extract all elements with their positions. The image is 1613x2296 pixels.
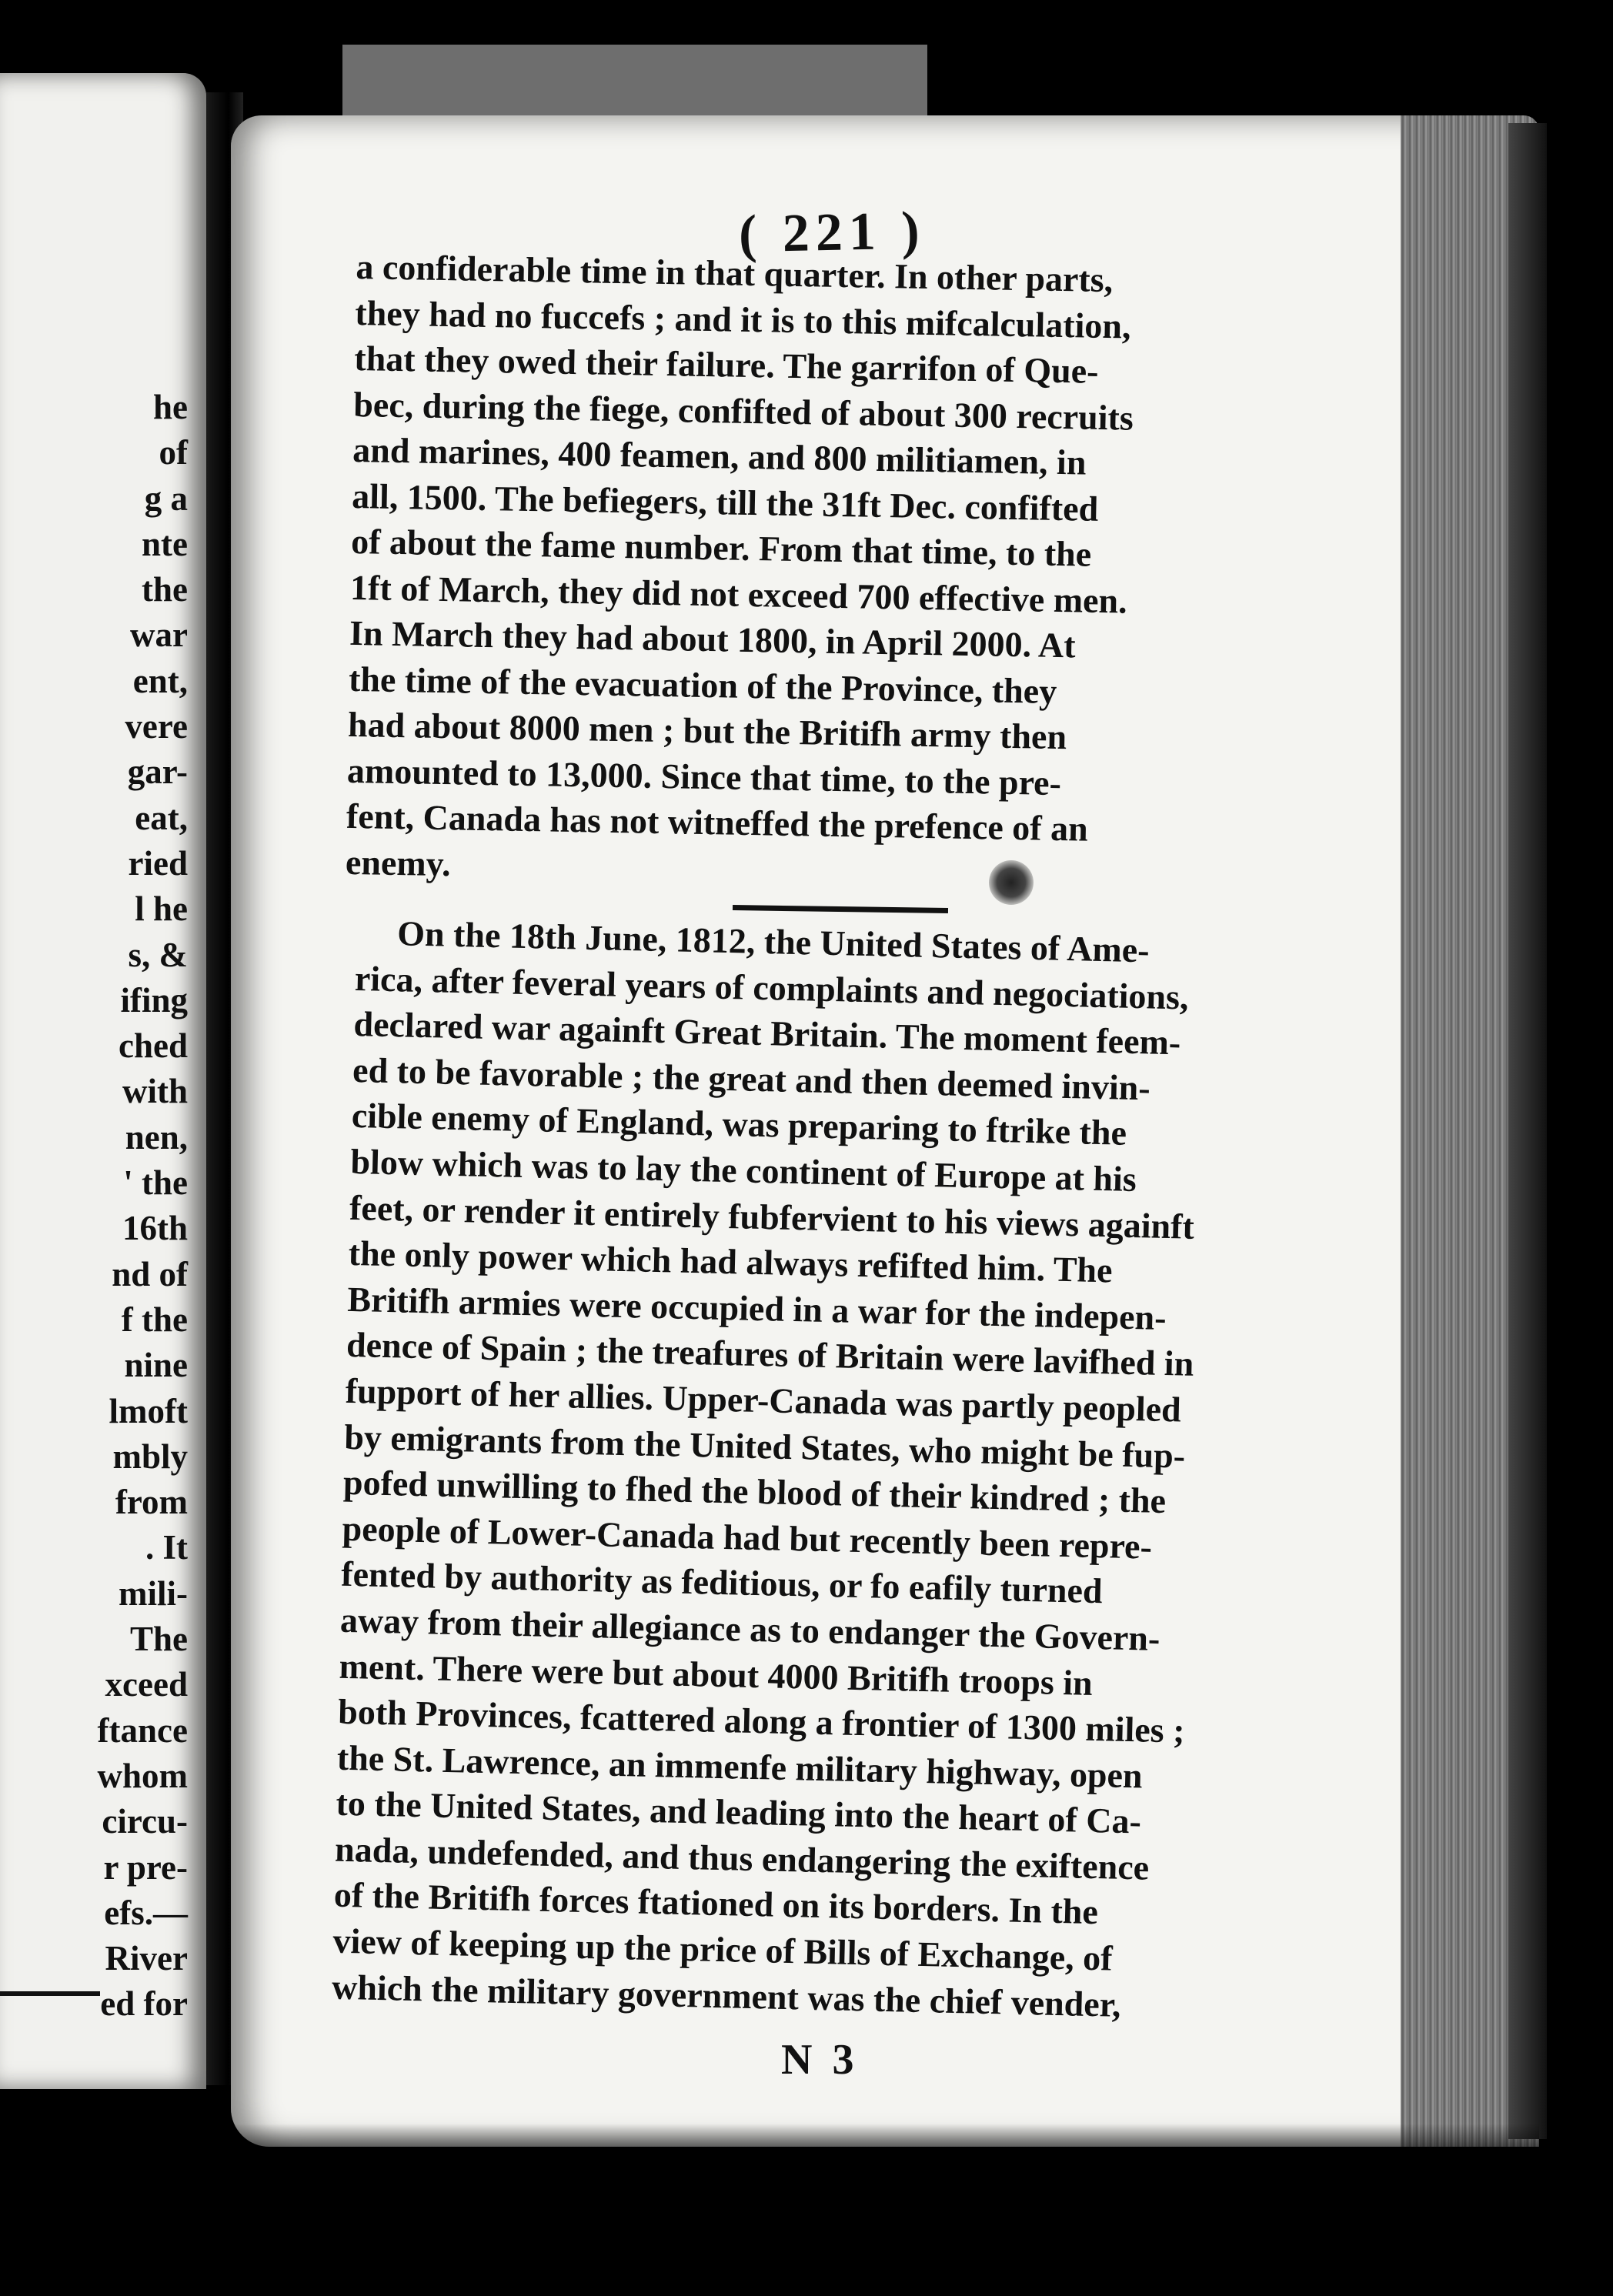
text-line: amounted to 13,000. Since that time, to the pre- (346, 750, 1062, 803)
left-line: efs.— (104, 1893, 188, 1932)
text-line: cible enemy of England, was preparing to ftrike the (351, 1096, 1127, 1153)
left-line: lmoft (109, 1391, 188, 1430)
left-line: s, & (128, 935, 188, 974)
text-line: had about 8000 men ; but the Britifh army then (347, 704, 1067, 757)
left-line: he (153, 388, 188, 426)
text-line: of the Britifh forces ftationed on its borders. In the (333, 1875, 1099, 1932)
text-line: view of keeping up the price of Bills of Exchange, of (332, 1921, 1114, 1978)
text-line: pofed unwilling to fhed the blood of their kindred ; the (342, 1462, 1167, 1521)
text-line: that they owed their failure. The garrifon of Que- (353, 338, 1099, 391)
left-line: nd of (112, 1254, 188, 1293)
left-line: g a (144, 479, 188, 518)
left-facing-page (0, 73, 206, 2089)
text-line: ment. There were but about 4000 Britifh troops in (339, 1646, 1094, 1703)
left-line: ent, (132, 661, 188, 700)
signature-mark: N 3 (781, 2036, 859, 2084)
text-line: the time of the evacuation of the Province, they (348, 659, 1057, 711)
left-line: ried (128, 843, 188, 883)
bottom-shadow (231, 2124, 1539, 2170)
left-line: River (105, 1939, 188, 1978)
left-line: xceed (105, 1665, 188, 1704)
left-line: ifing (120, 980, 188, 1020)
text-line: nada, undefended, and thus endangering the exiftence (334, 1829, 1150, 1887)
left-line: the (142, 570, 188, 609)
text-line: and marines, 400 feamen, and 800 militiamen, in (352, 429, 1087, 482)
left-line: nine (124, 1346, 188, 1385)
page-number: ( 221 ) (738, 201, 927, 265)
paragraph-siege-of-quebec (345, 244, 1356, 903)
left-line: ed for (100, 1984, 188, 2024)
left-line: ched (119, 1026, 188, 1066)
text-line: both Provinces, fcattered along a frontier of 1300 miles ; (337, 1691, 1186, 1750)
paragraph-war-of-1812 (332, 909, 1357, 2032)
text-line: which the military government was the chief vender, (331, 1967, 1122, 2024)
left-line: eat, (135, 798, 188, 837)
left-page-text (97, 385, 188, 2027)
left-line: 16th (122, 1209, 188, 1248)
left-line: . It (145, 1528, 188, 1567)
text-line: the St. Lawrence, an immenfe military highway, open (336, 1737, 1144, 1796)
left-line: of (159, 433, 188, 472)
text-line: away from their allegiance as to endanger the Govern- (339, 1600, 1160, 1658)
left-line: mili- (119, 1573, 188, 1613)
text-line: fupport of her allies. Upper-Canada was partly peopled (345, 1370, 1182, 1430)
left-line: mbly (112, 1437, 188, 1476)
text-line: blow which was to lay the continent of Europe at his (349, 1141, 1137, 1200)
text-line: ed to be favorable ; the great and then deemed invin- (352, 1050, 1151, 1108)
text-line: all, 1500. The befiegers, till the 31ft Dec. confifted (351, 476, 1099, 529)
left-line: ftance (97, 1710, 188, 1750)
left-line: ' the (123, 1163, 188, 1203)
text-line: by emigrants from the United States, who might be fup- (343, 1417, 1186, 1476)
text-line: rica, after feveral years of complaints and negociations, (354, 958, 1190, 1017)
text-line: they had no fuccefs ; and it is to this mifcalculation, (355, 292, 1131, 346)
left-line: nen, (125, 1117, 188, 1156)
text-line: to the United States, and leading into the heart of Ca- (336, 1783, 1142, 1841)
left-line: nte (142, 524, 188, 563)
text-line: enemy. (345, 842, 452, 883)
text-line: of about the fame number. From that time, to the (350, 521, 1092, 574)
text-line: feet, or render it entirely fubfervient to his views againft (349, 1187, 1195, 1246)
left-line: with (122, 1072, 188, 1111)
text-line: people of Lower-Canada had but recently been repre- (342, 1508, 1153, 1567)
left-line: war (130, 616, 188, 655)
left-line: vere (125, 707, 188, 746)
text-line: a confiderable time in that quarter. In other parts, (356, 246, 1114, 300)
ink-stain (989, 860, 1034, 905)
text-line: the only power which had always refifted him. The (348, 1233, 1114, 1290)
text-line: fent, Canada has not witneffed the prefence of an (346, 796, 1089, 849)
text-line: fented by authority as feditious, or fo eafily turned (340, 1554, 1104, 1611)
text-line: dence of Spain ; the treafures of Britain were lavifhed in (346, 1325, 1194, 1384)
left-line: r pre- (103, 1847, 188, 1887)
text-line: On the 18th June, 1812, the United States of Ame- (396, 913, 1150, 970)
text-line: In March they had about 1800, in April 2000. At (349, 612, 1077, 666)
text-line: Britifh armies were occupied in a war for the indepen- (346, 1279, 1167, 1337)
text-line: 1ft of March, they did not exceed 700 effective men. (349, 567, 1128, 621)
left-line: gar- (127, 753, 188, 792)
page-edges-shadow (1508, 123, 1547, 2139)
left-page-rule (0, 1991, 100, 1996)
left-line: l he (135, 889, 188, 929)
text-line: bec, during the fiege, confifted of about 300 recruits (352, 384, 1134, 438)
left-line: circu- (102, 1802, 188, 1841)
text-line: declared war againft Great Britain. The moment feem- (353, 1004, 1181, 1063)
left-line: whom (97, 1756, 188, 1795)
left-line: from (115, 1483, 188, 1522)
left-line: f the (121, 1300, 188, 1339)
left-line: The (129, 1620, 188, 1659)
